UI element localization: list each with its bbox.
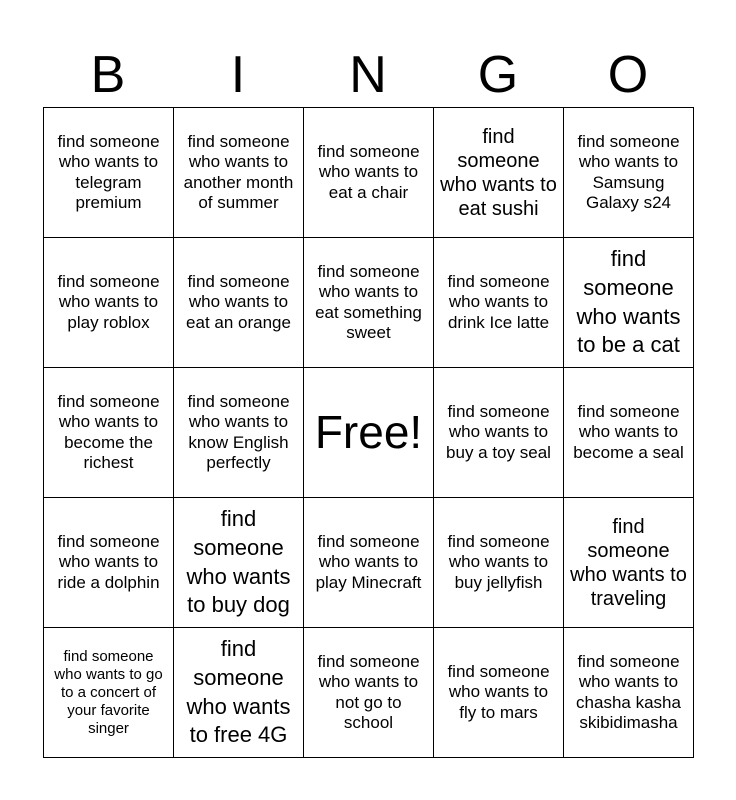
bingo-cell[interactable] xyxy=(174,108,304,238)
cell-text: find someone who wants to drink Ice latte xyxy=(447,271,550,332)
cell-text: find someone who wants to telegram premium xyxy=(57,131,160,212)
cell-text: find someone who wants to eat something sweet xyxy=(315,261,422,342)
header-letter-b: B xyxy=(90,46,126,104)
bingo-cell[interactable] xyxy=(44,628,174,758)
bingo-cell[interactable] xyxy=(304,628,434,758)
cell-text: find someone who wants to become the richest xyxy=(57,391,160,472)
cell-text: find someone who wants to go to a concert of your favorite singer xyxy=(54,647,163,737)
cell-text: find someone who wants to eat a chair xyxy=(317,141,420,202)
bingo-cell[interactable] xyxy=(44,498,174,628)
cell-text: find someone who wants to fly to mars xyxy=(447,661,550,722)
bingo-cell[interactable] xyxy=(44,238,174,368)
bingo-cell[interactable] xyxy=(434,238,564,368)
cell-text: find someone who wants to become a seal xyxy=(573,401,684,462)
cell-text: find someone who wants to not go to school xyxy=(317,651,420,732)
bingo-cell[interactable] xyxy=(174,628,304,758)
free-space-cell[interactable] xyxy=(304,368,434,498)
header-letter-i: I xyxy=(230,46,246,104)
cell-text: find someone who wants to traveling xyxy=(570,515,687,610)
cell-text: find someone who wants to free 4G xyxy=(186,636,291,748)
bingo-cell[interactable] xyxy=(434,108,564,238)
cell-text: find someone who wants to another month of summer xyxy=(183,131,294,212)
bingo-cell[interactable] xyxy=(564,108,694,238)
bingo-grid xyxy=(43,107,694,758)
cell-text: find someone who wants to Samsung Galaxy s24 xyxy=(577,131,680,212)
cell-text: find someone who wants to know English perfectly xyxy=(187,391,290,472)
bingo-cell[interactable] xyxy=(174,498,304,628)
free-space-label: Free! xyxy=(314,405,423,458)
cell-text: find someone who wants to buy a toy seal xyxy=(446,401,551,462)
bingo-cell[interactable] xyxy=(564,368,694,498)
bingo-cell[interactable] xyxy=(44,368,174,498)
cell-text: find someone who wants to eat an orange xyxy=(186,271,291,332)
header-letter-g: G xyxy=(477,46,519,104)
bingo-cell[interactable] xyxy=(434,368,564,498)
bingo-cell[interactable] xyxy=(564,498,694,628)
header-letter-o: O xyxy=(607,46,649,104)
bingo-cell[interactable] xyxy=(564,238,694,368)
cell-text: find someone who wants to play roblox xyxy=(57,271,160,332)
bingo-cell[interactable] xyxy=(174,238,304,368)
cell-text: find someone who wants to buy dog xyxy=(186,506,291,618)
bingo-cell[interactable] xyxy=(304,108,434,238)
cell-text: find someone who wants to be a cat xyxy=(576,246,681,358)
cell-text: find someone who wants to buy jellyfish xyxy=(447,531,550,592)
bingo-cell[interactable] xyxy=(304,238,434,368)
cell-text: find someone who wants to chasha kasha skibidimasha xyxy=(576,651,681,732)
cell-text: find someone who wants to ride a dolphin xyxy=(57,531,160,592)
bingo-header xyxy=(43,44,693,106)
bingo-cell[interactable] xyxy=(434,628,564,758)
bingo-cell[interactable] xyxy=(304,498,434,628)
cell-text: find someone who wants to play Minecraft xyxy=(315,531,422,592)
bingo-cell[interactable] xyxy=(434,498,564,628)
bingo-cell[interactable] xyxy=(174,368,304,498)
bingo-cell[interactable] xyxy=(44,108,174,238)
cell-text: find someone who wants to eat sushi xyxy=(440,125,557,220)
header-letter-n: N xyxy=(349,46,387,104)
bingo-cell[interactable] xyxy=(564,628,694,758)
